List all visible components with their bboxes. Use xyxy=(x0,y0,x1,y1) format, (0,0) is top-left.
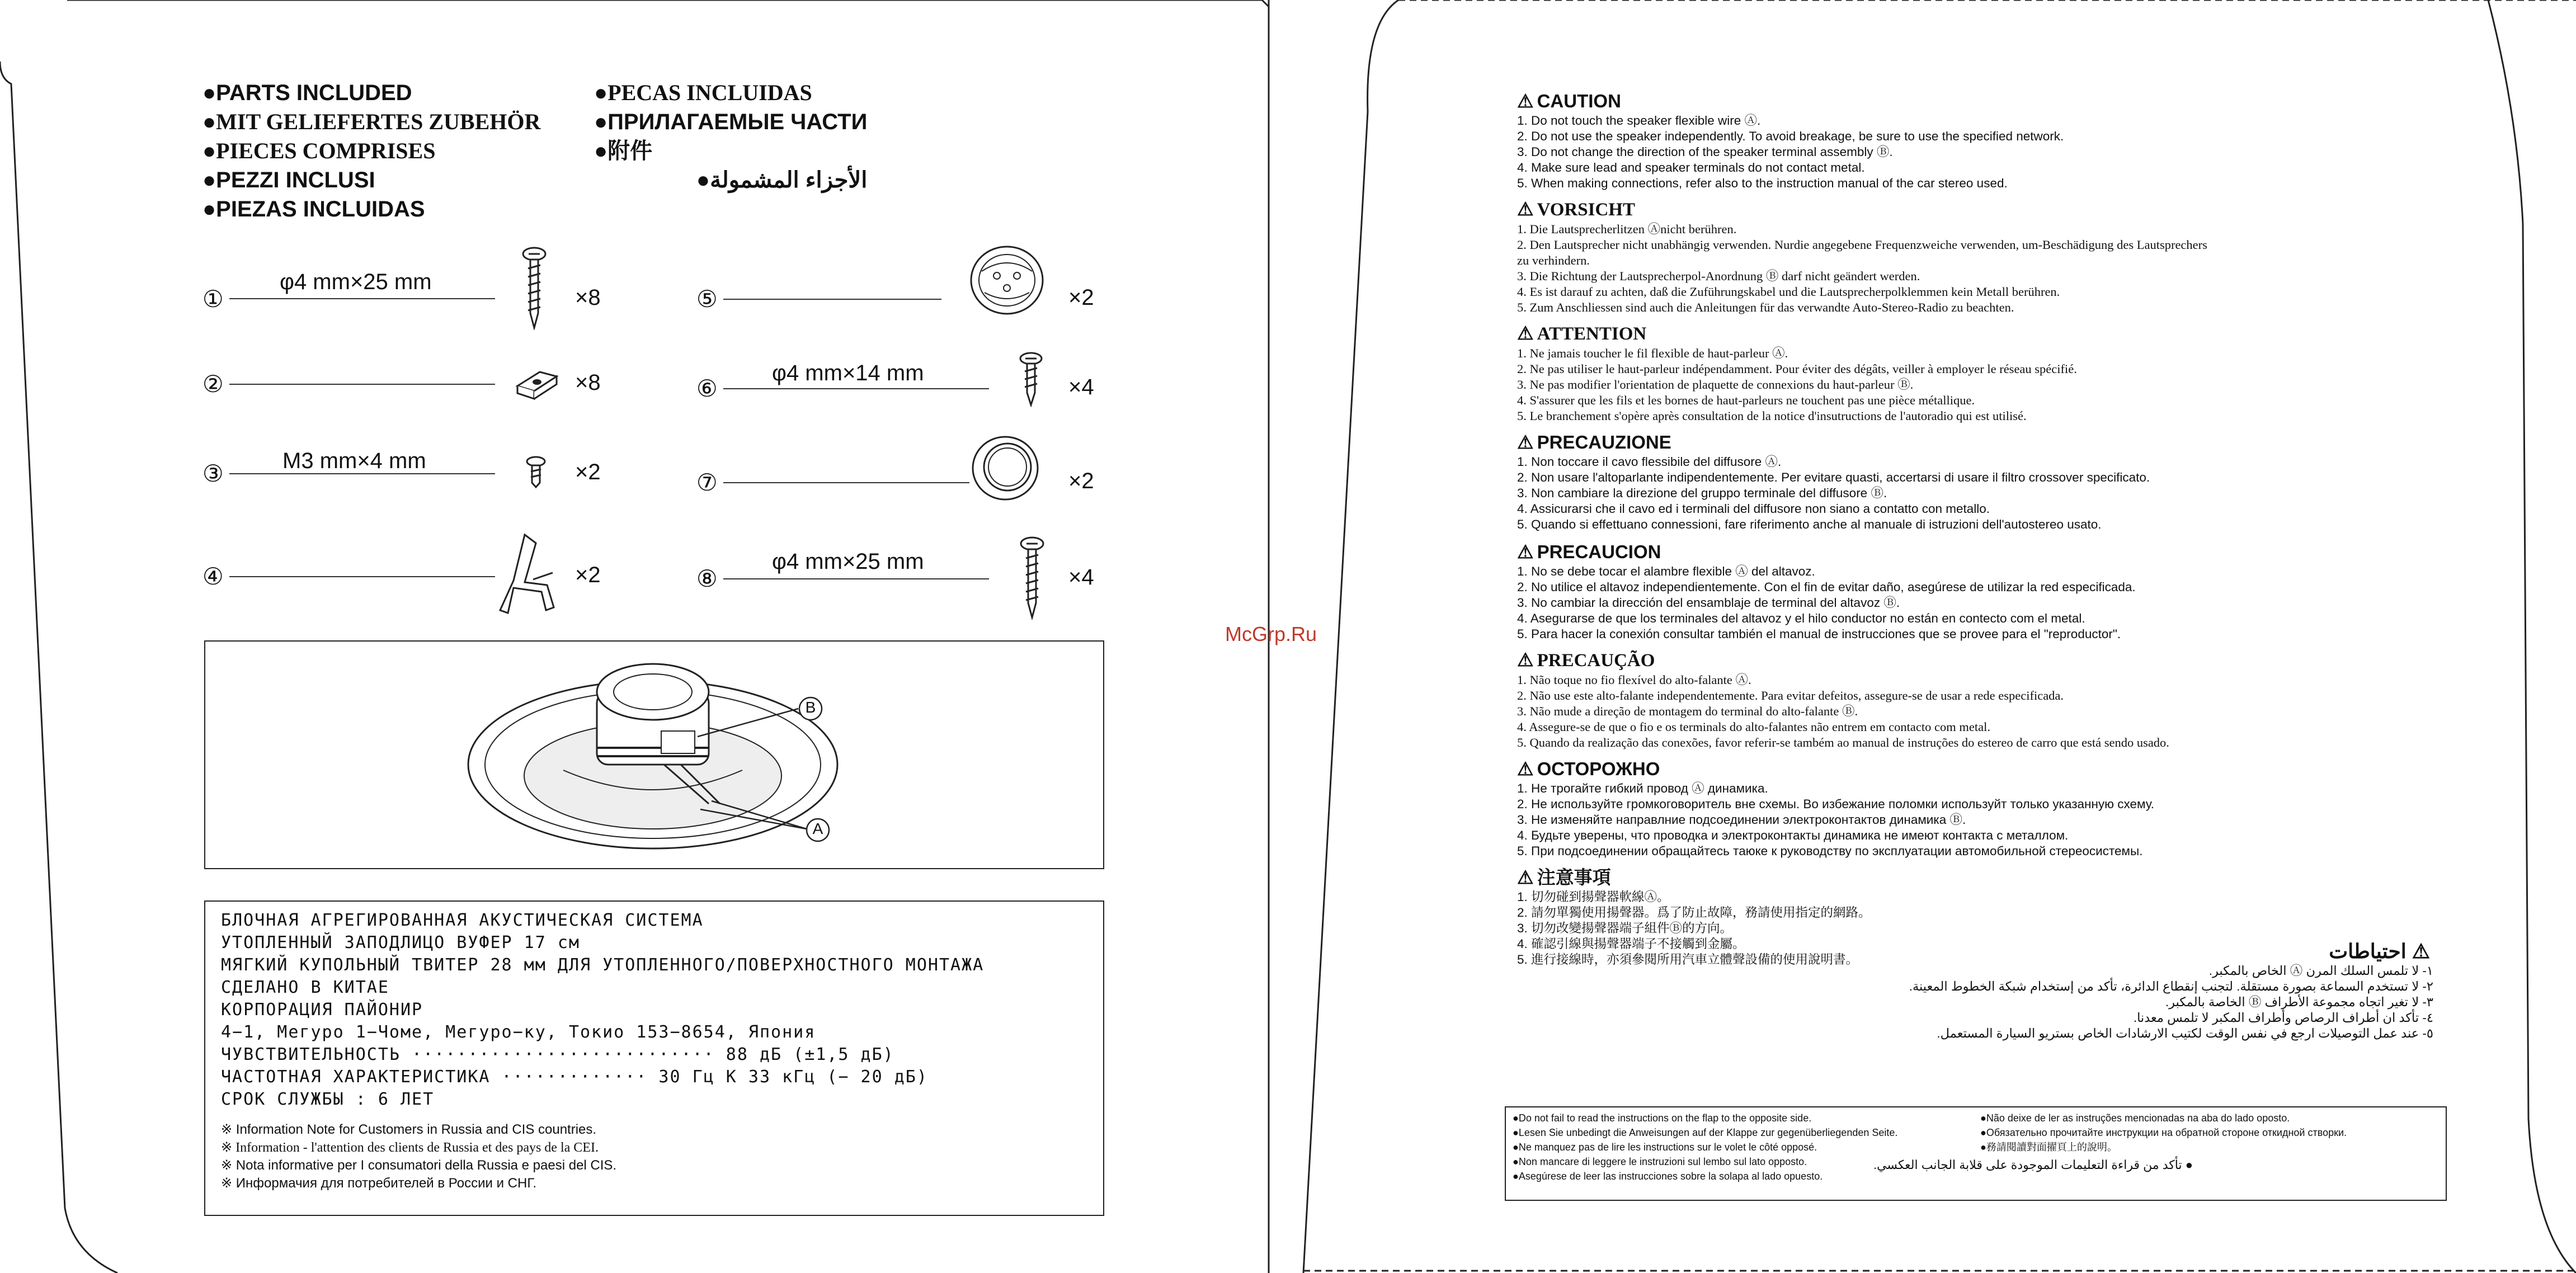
part-spec: M3 mm×4 mm xyxy=(282,449,426,473)
section-title: PRECAUZIONE xyxy=(1537,432,1671,452)
section-item: 5. Quando da realização das conexões, favor referir-se também ao manual de instruções do estereo de carro que está sendo usado. xyxy=(1517,735,2169,749)
notice-line: ●Do not fail to read the instructions on the flap to the opposite side. xyxy=(1513,1112,1812,1124)
info-note: ※ Nota informative per I consumatori della Russia e paesi del CIS. xyxy=(221,1158,617,1173)
spec-line: 4−1, Мегуро 1−Чоме, Мегуро−ку, Токио 153−8654, Япония xyxy=(221,1022,816,1042)
part-number: ⑧ xyxy=(696,565,718,592)
section-item: 5. Para hacer la conexión consultar también el manual de instrucciones que se provee para el "reproductor". xyxy=(1517,627,2121,641)
section-vorsicht xyxy=(1517,198,2423,315)
notice-line: ● تأكد من قراءة التعليمات الموجودة على قلابة الجانب العكسي. xyxy=(1873,1158,2193,1172)
part-quantity: ×2 xyxy=(1068,469,1094,493)
section-item: 5. Quando si effettuano connessioni, fare riferimento anche al manuale di istruzioni dell'autostereo usato. xyxy=(1517,517,2102,531)
leader-line xyxy=(229,473,495,474)
warning-icon: ⚠ xyxy=(1517,91,1534,111)
spec-line: ЧУВСТВИТЕЛЬНОСТЬ ··························· 88 дБ (±1,5 дБ) xyxy=(221,1045,894,1064)
screw-icon xyxy=(1018,351,1044,407)
notice-line: ●Não deixe de ler as instruções mencionadas na aba do lado oposto. xyxy=(1980,1112,2290,1124)
warning-icon: ⚠ xyxy=(1517,650,1534,671)
section-item: 2. Den Lautsprecher nicht unabhängig verwenden. Nurdie angegebene Frequenzweiche verwenden, um-Beschädigung des Lautsprechers xyxy=(1517,238,2207,252)
part-number: ② xyxy=(202,371,224,397)
notice-line: ●Ne manquez pas de lire les instructions sur le volet le côté opposé. xyxy=(1513,1142,1817,1153)
section-precauzione xyxy=(1517,431,2423,532)
spec-lines xyxy=(221,909,984,1111)
read-flap-notice-box xyxy=(1505,1106,2447,1201)
header-prilagaemye-chasti: ●ПРИЛАГАЕМЫЕ ЧАСТИ xyxy=(594,110,868,134)
spec-line: КОРПОРАЦИЯ ПАЙОНИР xyxy=(221,1000,423,1020)
parts-headers-right xyxy=(594,78,867,195)
section-precaucao xyxy=(1517,649,2423,751)
warning-icon: ⚠ xyxy=(1517,758,1534,779)
part-number: ③ xyxy=(202,460,224,487)
section-item: 4. Es ist darauf zu achten, daß die Zuführungskabel und die Lautsprecherpolklemmen kein Metall berühren. xyxy=(1517,285,2060,299)
leader-line xyxy=(229,298,495,299)
section-item: 5. When making connections, refer also to the instruction manual of the car stereo used. xyxy=(1517,176,2008,190)
section-title: CAUTION xyxy=(1537,91,1621,111)
section-title: VORSICHT xyxy=(1537,200,1635,220)
section-item: 1. 切勿碰到揚聲器軟線Ⓐ。 xyxy=(1517,890,1670,904)
part-spec: φ4 mm×25 mm xyxy=(772,549,924,574)
section-precaucion xyxy=(1517,540,2423,642)
header-pieces-comprises: ●PIECES COMPRISES xyxy=(202,138,436,163)
section-item: ٥- عند عمل التوصيلات ارجع في نفس الوقت لكتيب الارشادات الخاص بستريو السيارة المستعمل. xyxy=(1937,1026,2433,1040)
section-item: 5. 進行接線時，亦須參閱所用汽車立體聲設備的使用說明書。 xyxy=(1517,953,1859,966)
section-item: 3. Não mude a direção de montagem do terminal do alto-falante Ⓑ. xyxy=(1517,704,1858,718)
part-quantity: ×4 xyxy=(1068,375,1094,399)
leader-line xyxy=(723,388,989,389)
part-quantity: ×2 xyxy=(1068,285,1094,310)
part-quantity: ×4 xyxy=(1068,565,1094,590)
section-item: 1. Do not touch the speaker flexible wire Ⓐ. xyxy=(1517,114,1761,128)
section-item: 2. 請勿單獨使用揚聲器。爲了防止故障，務請使用指定的網路。 xyxy=(1517,906,1871,920)
leader-line xyxy=(229,384,495,385)
part-spec: φ4 mm×14 mm xyxy=(772,361,924,385)
section-item: 3. No cambiar la dirección del ensamblaje de terminal del altavoz Ⓑ. xyxy=(1517,596,1900,610)
info-notes xyxy=(221,1121,616,1192)
spec-line: БЛОЧНАЯ АГРЕГИРОВАННАЯ АКУСТИЧЕСКАЯ СИСТЕМА xyxy=(221,911,704,930)
section-title: ATTENTION xyxy=(1537,324,1647,344)
part-quantity: ×8 xyxy=(575,370,601,395)
section-item: 3. Ne pas modifier l'orientation de plaquette de connexions du haut-parleur Ⓑ. xyxy=(1517,378,1914,392)
section-item: 3. Die Richtung der Lautsprecherpol-Anordnung Ⓑ darf nicht geändert werden. xyxy=(1517,269,1920,283)
part-quantity: ×2 xyxy=(575,460,601,484)
header-pecas-incluidas: ●PECAS INCLUIDAS xyxy=(594,80,812,105)
section-item: 2. Não use este alto-falante independentemente. Para evitar defeitos, assegure-se de usar a rede especificada. xyxy=(1517,689,2064,702)
section-item: ١- لا تلمس السلك المرن Ⓐ الخاص بالمكبر. xyxy=(2208,964,2433,978)
section-title: 注意事項 xyxy=(1537,867,1611,888)
notice-line: ●Asegúrese de leer las instrucciones sobre la solapa al lado opuesto. xyxy=(1513,1171,1823,1182)
part-quantity: ×2 xyxy=(575,563,601,587)
section-item: 4. Assegure-se de que o fio e os terminals do alto-falantes não entrem em contacto com metal. xyxy=(1517,720,1990,734)
section-item: 5. Zum Anschliessen sind auch die Anleitungen für das verwandte Auto-Stereo-Radio zu beachten. xyxy=(1517,300,2014,314)
section-item: 3. Do not change the direction of the speaker terminal assembly Ⓑ. xyxy=(1517,145,1893,159)
part-number: ⑤ xyxy=(696,286,718,312)
part-number: ⑦ xyxy=(696,469,718,496)
section-item: 2. Non usare l'altoparlante indipendentemente. Per evitare quasti, accertarsi di usare il filtro crossover specificato. xyxy=(1517,470,2150,484)
section-title: احتياطات xyxy=(2329,940,2407,963)
small-screw-icon xyxy=(525,456,547,489)
speaker-cup-icon xyxy=(968,243,1046,319)
section-ostorozhno xyxy=(1517,757,2423,859)
section-item: 5. Le branchement s'opère après consultation de la notice d'insutructions de l'autoradio qui est utilisé. xyxy=(1517,409,2027,423)
part-spec: φ4 mm×25 mm xyxy=(280,270,432,294)
section-item: 1. Не трогайте гибкий провод Ⓐ динамика. xyxy=(1517,781,1768,795)
clip-nut-icon xyxy=(512,361,562,406)
spec-line: ЧАСТОТНАЯ ХАРАКТЕРИСТИКА ············· 30 Гц К 33 кГц (− 20 дБ) xyxy=(221,1067,928,1087)
warning-icon: ⚠ xyxy=(1517,324,1534,344)
section-caution xyxy=(1517,89,2423,191)
section-item: 3. Не изменяйте направлние подсоединении электроконтактов динамика Ⓑ. xyxy=(1517,813,1966,827)
watermark: McGrp.Ru xyxy=(1225,623,1317,645)
bracket-icon xyxy=(491,529,564,619)
section-title: PRECAUÇÃO xyxy=(1537,650,1655,671)
part-number: ④ xyxy=(202,563,224,590)
section-item: 1. Non toccare il cavo flessibile del diffusore Ⓐ. xyxy=(1517,455,1782,469)
section-arabic xyxy=(1790,940,2433,1041)
spec-box xyxy=(204,900,1104,1216)
ring-icon xyxy=(971,433,1040,503)
leader-line xyxy=(229,576,495,577)
header-fujian: ●附件 xyxy=(594,139,653,163)
part-number: ⑥ xyxy=(696,375,718,402)
section-item: 2. Do not use the speaker independently. To avoid breakage, be sure to use the specified network. xyxy=(1517,129,2064,143)
info-note: ※ Информачия для потребителей в России и СНГ. xyxy=(221,1176,537,1191)
leader-line xyxy=(723,482,969,483)
section-item: ٢- لا تستخدم السماعة بصورة مستقلة. لتجنب إنقطاع الدائرة، تأكد من إستخدام شبكة الخطوط المعينة. xyxy=(1909,979,2433,993)
section-item: 2. Ne pas utiliser le haut-parleur indépendamment. Pour éviter des dégâts, veiller à employer le réseau spécifié. xyxy=(1517,362,2077,376)
parts-headers-left xyxy=(202,78,540,224)
speaker-diagram-box xyxy=(204,640,1104,869)
label-b: B xyxy=(805,699,816,716)
warning-icon: ⚠ xyxy=(1517,200,1534,220)
section-item: ٤- تأكد ان أطراف الرصاص وأطراف المكبر لا تلمس معدنا. xyxy=(2133,1011,2433,1025)
part-number: ① xyxy=(202,286,224,312)
notice-line: ●Non mancare di leggere le instruzioni sul lembo sul lato opposto. xyxy=(1513,1156,1807,1167)
section-item: 2. Не используйте громкоговоритель вне схемы. Во избежание поломки используйт только указанную схему. xyxy=(1517,797,2154,811)
section-item: 5. При подсоединении обращайтесь таюке к руководству по эксплуатации автомобильной стереосистемы. xyxy=(1517,844,2143,858)
warning-icon: ⚠ xyxy=(1517,432,1534,452)
spec-line: МЯГКИЙ КУПОЛЬНЫЙ ТВИТЕР 28 мм ДЛЯ УТОПЛЕННОГО/ПОВЕРХНОСТНОГО МОНТАЖА xyxy=(221,955,985,975)
section-item: 4. 確認引線與揚聲器端子不接觸到金屬。 xyxy=(1517,937,1745,951)
notice-left-column xyxy=(1513,1111,1897,1184)
warning-icon: ⚠ xyxy=(2412,940,2430,963)
section-item: 1. Não toque no fio flexível do alto-falante Ⓐ. xyxy=(1517,673,1751,687)
section-item: 3. Non cambiare la direzione del gruppo terminale del diffusore Ⓑ. xyxy=(1517,486,1887,500)
spec-line: СРОК СЛУЖБЫ : 6 ЛЕТ xyxy=(221,1090,435,1109)
section-item: zu verhindern. xyxy=(1517,253,1590,267)
leader-line xyxy=(723,299,941,300)
notice-line: ●務請閱讀對面擢頁上的說明。 xyxy=(1980,1142,2117,1153)
section-item: 4. Asegurarse de que los terminales del altavoz y el hilo conductor no están en contecto com el metal. xyxy=(1517,611,2085,625)
screw-icon xyxy=(520,246,548,330)
section-attention xyxy=(1517,322,2423,424)
spec-line: УТОПЛЕННЫЙ ЗАПОДЛИЦО ВУФЕР 17 см xyxy=(221,933,580,953)
section-item: 1. Ne jamais toucher le fil flexible de haut-parleur Ⓐ. xyxy=(1517,346,1788,360)
part-quantity: ×8 xyxy=(575,285,601,310)
section-item: 4. Assicurarsi che il cavo ed i terminali del diffusore non siano a contatto con metallo. xyxy=(1517,502,1990,516)
section-item: 2. No utilice el altavoz independientemente. Con el fin de evitar daño, asegúrese de utilizar la red especificada. xyxy=(1517,580,2136,594)
header-pezzi-inclusi: ●PEZZI INCLUSI xyxy=(202,168,375,192)
section-title: ОСТОРОЖНО xyxy=(1537,758,1660,779)
info-note: ※ Information - l'attention des clients de Russia et des pays de la CEI. xyxy=(221,1140,599,1155)
header-parts-included: ●PARTS INCLUDED xyxy=(202,81,412,105)
notice-right-column xyxy=(1873,1111,2347,1172)
section-item: 4. Make sure lead and speaker terminals do not contact metal. xyxy=(1517,161,1865,175)
header-piezas-incluidas: ●PIEZAS INCLUIDAS xyxy=(202,197,425,221)
section-title: PRECAUCION xyxy=(1537,541,1661,562)
leader-line xyxy=(723,578,989,579)
warning-icon: ⚠ xyxy=(1517,541,1534,562)
section-item: ٣- لا تغير اتجاه مجموعة الأطراف Ⓑ الخاصة بالمكبر. xyxy=(2165,995,2433,1009)
speaker-diagram-illustration xyxy=(205,642,1103,868)
section-item: 4. S'assurer que les fils et les bornes de haut-parleurs ne touchent pas une pièce métallique. xyxy=(1517,393,1975,407)
spec-line: СДЕЛАНО В КИТАЕ xyxy=(221,978,389,997)
header-arabic-parts: الأجزاء المشمولة● xyxy=(696,168,868,192)
label-a: A xyxy=(812,820,823,837)
screw-icon xyxy=(1018,536,1046,620)
info-note: ※ Information Note for Customers in Russia and CIS countries. xyxy=(221,1122,597,1137)
section-item: 1. Die Lautsprecherlitzen Ⓐnicht berühren. xyxy=(1517,222,1737,236)
header-mit-zubehoer: ●MIT GELIEFERTES ZUBEHÖR xyxy=(202,109,541,134)
warning-icon: ⚠ xyxy=(1517,867,1534,888)
notice-line: ●Обязательно прочитайте инструкции на обратной стороне откидной створки. xyxy=(1980,1127,2347,1138)
notice-line: ●Lesen Sie unbedingt die Anweisungen auf der Klappe zur gegenüberliegenden Seite. xyxy=(1513,1127,1898,1138)
section-item: 4. Будьте уверены, что проводка и электроконтакты динамика не имеют контакта с металлом. xyxy=(1517,828,2069,842)
section-item: 1. No se debe tocar el alambre flexible Ⓐ del altavoz. xyxy=(1517,564,1815,578)
section-item: 3. 切勿改變揚聲器端子組件Ⓑ的方向。 xyxy=(1517,921,1733,935)
